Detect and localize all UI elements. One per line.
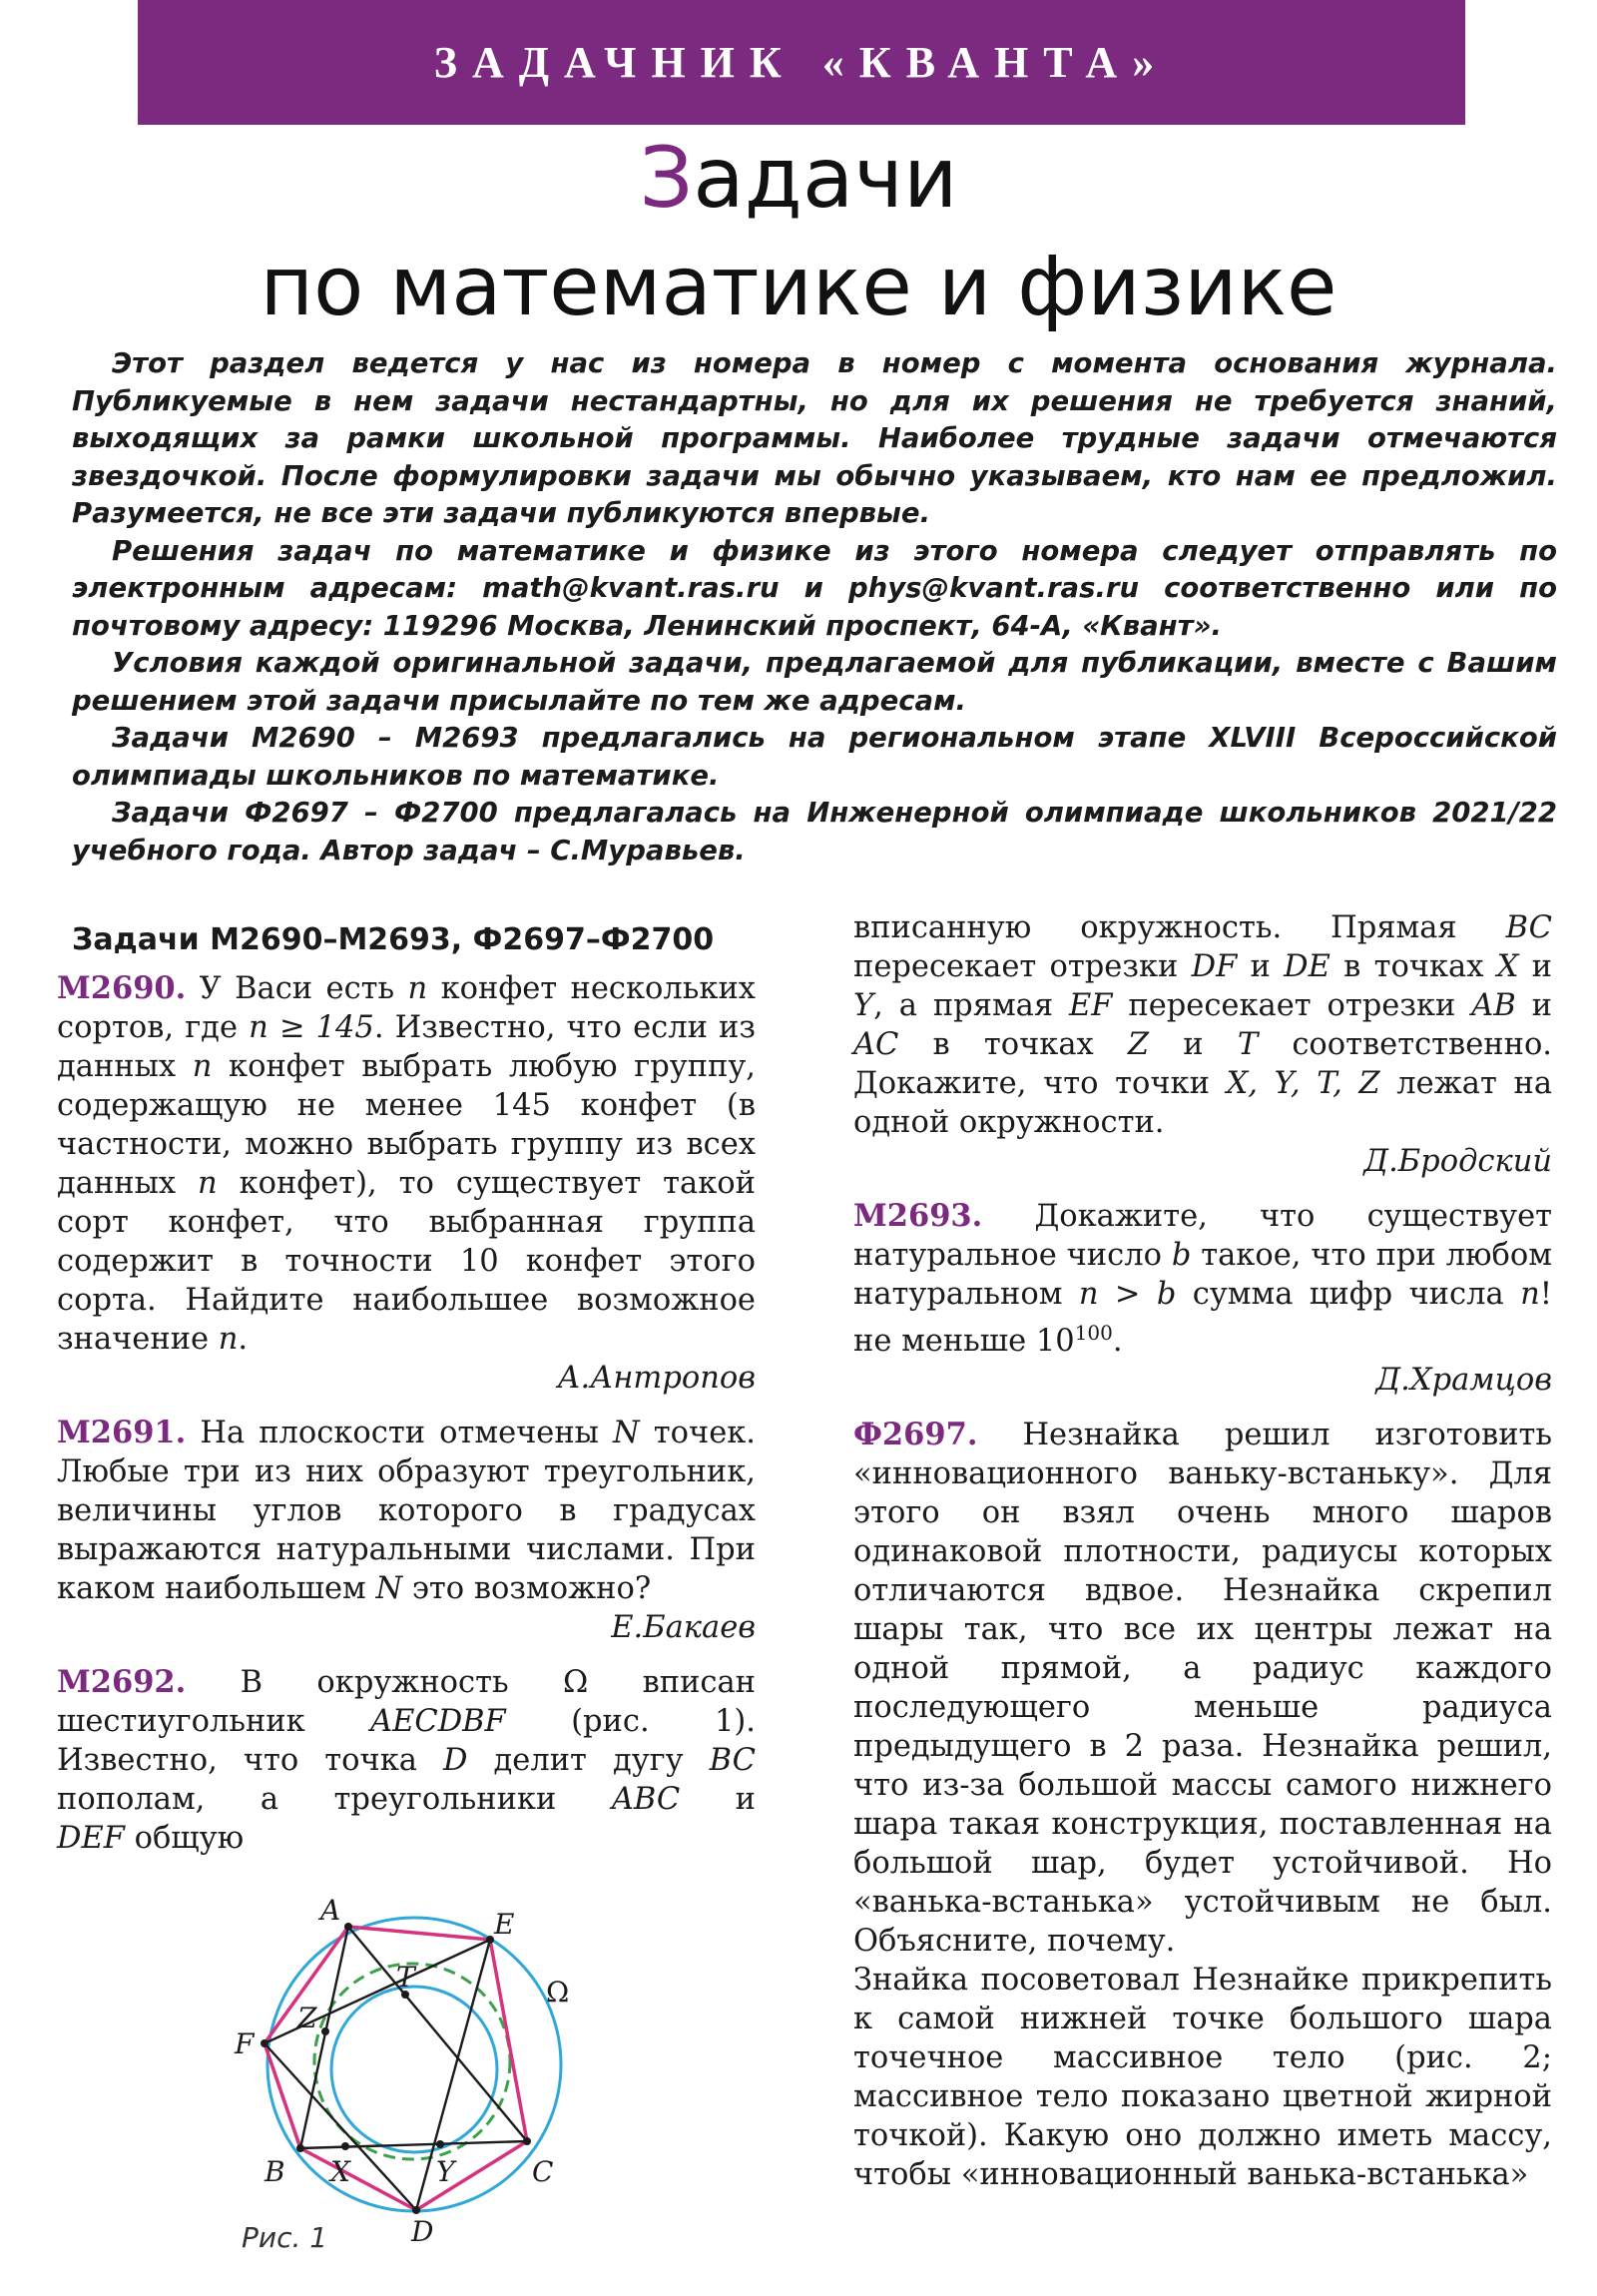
title-accent-letter: З (639, 129, 694, 227)
problem-m2692-start: М2692. В окружность Ω вписан шестиугольник AECDBF (рис. 1). Известно, что точка D делит дугу BC пополам, а треугольники ABC и DEF общую (57, 1664, 757, 1856)
intro-paragraph-4: Задачи М2690 – М2693 предлагались на региональном этапе XLVIII Всероссийской олимпиады школьников по математике. (72, 722, 1557, 792)
math-expr: n ≥ 145 (249, 1010, 374, 1045)
problem-text: конфет), то существует такой сорт конфет, что выбранная группа содержит в точности 10 конфет этого сорта. Найдите наибольшее возможное значение (57, 1166, 756, 1357)
math-var: AB (1471, 988, 1516, 1023)
figure-caption: Рис. 1 (242, 2221, 328, 2254)
label-C: C (532, 2155, 554, 2188)
problem-text: . Известно, что если из данных (57, 1010, 756, 1084)
problem-text: лежат на одной окружности. (853, 1066, 1553, 1140)
problem-text: На плоскости отмечены (186, 1416, 614, 1450)
problem-text: такое, что при любом натуральном (853, 1238, 1552, 1312)
intro-paragraph-5: Задачи Ф2697 – Ф2700 предлагалась на Инженерной олимпиаде школьников 2021/22 учебного года. Автор задач – С.Муравьев. (72, 797, 1557, 866)
figure-1-diagram (225, 1892, 624, 2256)
problem-author: Д.Храмцов (1375, 1363, 1552, 1399)
problem-text: . (238, 1322, 249, 1357)
math-var: ABC (611, 1782, 681, 1817)
problem-author: Е.Бакаев (611, 1610, 756, 1645)
problem-text: сумма цифр числа (1176, 1277, 1521, 1312)
math-var: D (442, 1743, 468, 1778)
problem-number: М2693. (853, 1198, 983, 1234)
math-var: N (613, 1416, 640, 1450)
intro-text (72, 345, 1557, 869)
label-Z: Z (297, 2002, 317, 2034)
incircle (331, 1987, 497, 2152)
problem-text: пополам, а треугольники (57, 1782, 612, 1817)
math-expr: n > b (1078, 1277, 1177, 1312)
banner-text: ЗАДАЧНИК «КВАНТА» (433, 38, 1170, 87)
title-line1-rest: адачи (693, 129, 958, 227)
math-var: X, Y, T, Z (1226, 1066, 1380, 1101)
math-var: n (198, 1166, 218, 1201)
problem-number: М2690. (57, 970, 187, 1006)
problem-text: в точках (1330, 949, 1497, 984)
problem-author: Д.Бродский (1363, 1144, 1552, 1179)
problem-text: У Васи есть (186, 971, 408, 1006)
problem-text: Докажите, что существует натуральное число (853, 1199, 1552, 1273)
problem-m2690 (57, 969, 756, 1359)
math-var: T (1237, 1027, 1259, 1062)
problem-text: конфет выбрать любую группу, содержащую не менее 145 конфет (в частности, можно выбрать группу из всех данных (57, 1049, 756, 1201)
math-var: DE (1284, 949, 1331, 984)
problem-m2693 (853, 1197, 1552, 1361)
math-var: n (407, 971, 428, 1006)
problem-author: А.Антропов (557, 1361, 756, 1396)
problem-number: Ф2697. (853, 1417, 978, 1453)
math-var: AC (853, 1027, 899, 1062)
problem-text: ! не меньше 10 (853, 1277, 1552, 1360)
right-column (853, 908, 1552, 2194)
problem-text: пересекает отрезки (853, 949, 1192, 984)
section-heading: Задачи М2690–М2693, Ф2697–Ф2700 (72, 922, 715, 957)
problem-text: и (1149, 1027, 1238, 1062)
math-var: BC (709, 1743, 756, 1778)
math-var: DEF (57, 1821, 125, 1856)
problem-number: М2691. (57, 1415, 187, 1450)
problem-text: конфет нескольких сортов, где (57, 971, 756, 1045)
problem-text: делит дугу (467, 1743, 710, 1778)
math-var: Y (853, 988, 874, 1023)
label-T: T (396, 1961, 415, 1994)
math-var: b (1171, 1238, 1192, 1273)
problem-text: это возможно? (402, 1571, 652, 1606)
problem-text: соответственно. Докажите, что точки (853, 1027, 1552, 1101)
math-var: N (375, 1571, 403, 1606)
math-var: Z (1127, 1027, 1150, 1062)
problem-m2692-continued: вписанную окружность. Прямая BC пересекает отрезки DF и DE в точках X и Y, а прямая EF пересекает отрезки AB и AC в точках Z и T соответственно. Докажите, что точки X, Y, T, Z лежат на одной окружности. (853, 910, 1553, 1140)
problem-text: пересекает отрезки (1112, 988, 1472, 1023)
problem-text: (рис. 1). Известно, что точка (57, 1704, 757, 1778)
problem-f2697-part2: Знайка посоветовал Незнайке прикрепить к самой нижней точке большого шара точечное массивное тело (рис. 2; массивное тело показано цветной жирной точкой). Какую оно должно иметь массу, чтобы «инновационный ванька-встанька» (853, 1963, 1552, 2193)
label-B: B (265, 2155, 285, 2188)
problem-text: и (1515, 988, 1552, 1023)
math-var: n (218, 1322, 239, 1357)
label-D: D (411, 2215, 434, 2248)
section-banner (138, 0, 1465, 125)
label-A: A (320, 1894, 341, 1927)
label-Y: Y (436, 2155, 455, 2188)
problem-f2697 (853, 1416, 1552, 1961)
problem-text: в точках (898, 1027, 1128, 1062)
math-var: EF (1069, 988, 1113, 1023)
problem-text: Незнайка решил изготовить «инновационного ваньку-встаньку». Для этого он взял очень много шаров одинаковой плотности, радиусы которых отличаются вдвое. Незнайка скрепил шары так, что все их центры лежат на одной прямой, а радиус каждого последующего меньше радиуса предыдущего в 2 раза. Незнайка решил, что из-за большой массы самого нижнего шара такая конструкция, поставленная на большой шар, будет устойчивой. Но «ванька-встанька» устойчивым не был. Объясните, почему. (853, 1418, 1552, 1960)
intro-paragraph-1: Этот раздел ведется у нас из номера в номер с момента основания журнала. Публикуемые в нем задачи нестандартны, но для их решения не требуется знаний, выходящих за рамки школьной программы. Наиболее трудные задачи отмечаются звездочкой. После формулировки задачи мы обычно указываем, кто нам ее предложил. Разумеется, не все эти задачи публикуются впервые. (72, 347, 1557, 529)
intro-paragraph-2: Решения задач по математике и физике из этого номера следует отправлять по электронным адресам: math@kvant.ras.ru и phys@kvant.ras.ru соответственно или по почтовому адресу: 119296 Москва, Ленинский проспект, 64-А, «Квант». (72, 534, 1557, 642)
problem-text: , а прямая (873, 988, 1070, 1023)
problem-text: точек. Любые три из них образуют треугольник, величины углов которого в градусах выражаются натуральными числами. При каком наибольшем (57, 1416, 756, 1606)
problem-text: и (1237, 949, 1285, 984)
label-omega: Ω (546, 1976, 570, 2009)
math-var: n (192, 1049, 213, 1084)
math-var: n (1520, 1277, 1540, 1312)
problem-m2691 (57, 1414, 756, 1608)
problem-number: М2692. (57, 1664, 187, 1700)
page-title-line1 (0, 128, 1597, 228)
problem-text: и (1518, 949, 1553, 984)
math-var: X (1496, 949, 1519, 984)
page-title-line2: по математике и физике (260, 240, 1337, 334)
problem-text: В окружность Ω вписан шестиугольник (57, 1665, 756, 1739)
math-var: BC (1505, 910, 1552, 945)
problem-text: и (680, 1782, 756, 1817)
exponent: 100 (1074, 1321, 1113, 1345)
math-var: DF (1191, 949, 1238, 984)
intro-paragraph-3: Условия каждой оригинальной задачи, предлагаемой для публикации, вместе с Вашим решением этой задачи присылайте по тем же адресам. (72, 647, 1557, 717)
label-E: E (494, 1908, 515, 1941)
left-column (57, 910, 756, 1858)
label-F: F (235, 2027, 255, 2060)
problem-text: . (1112, 1324, 1123, 1360)
math-var: AECDBF (370, 1704, 506, 1739)
label-X: X (330, 2155, 350, 2188)
